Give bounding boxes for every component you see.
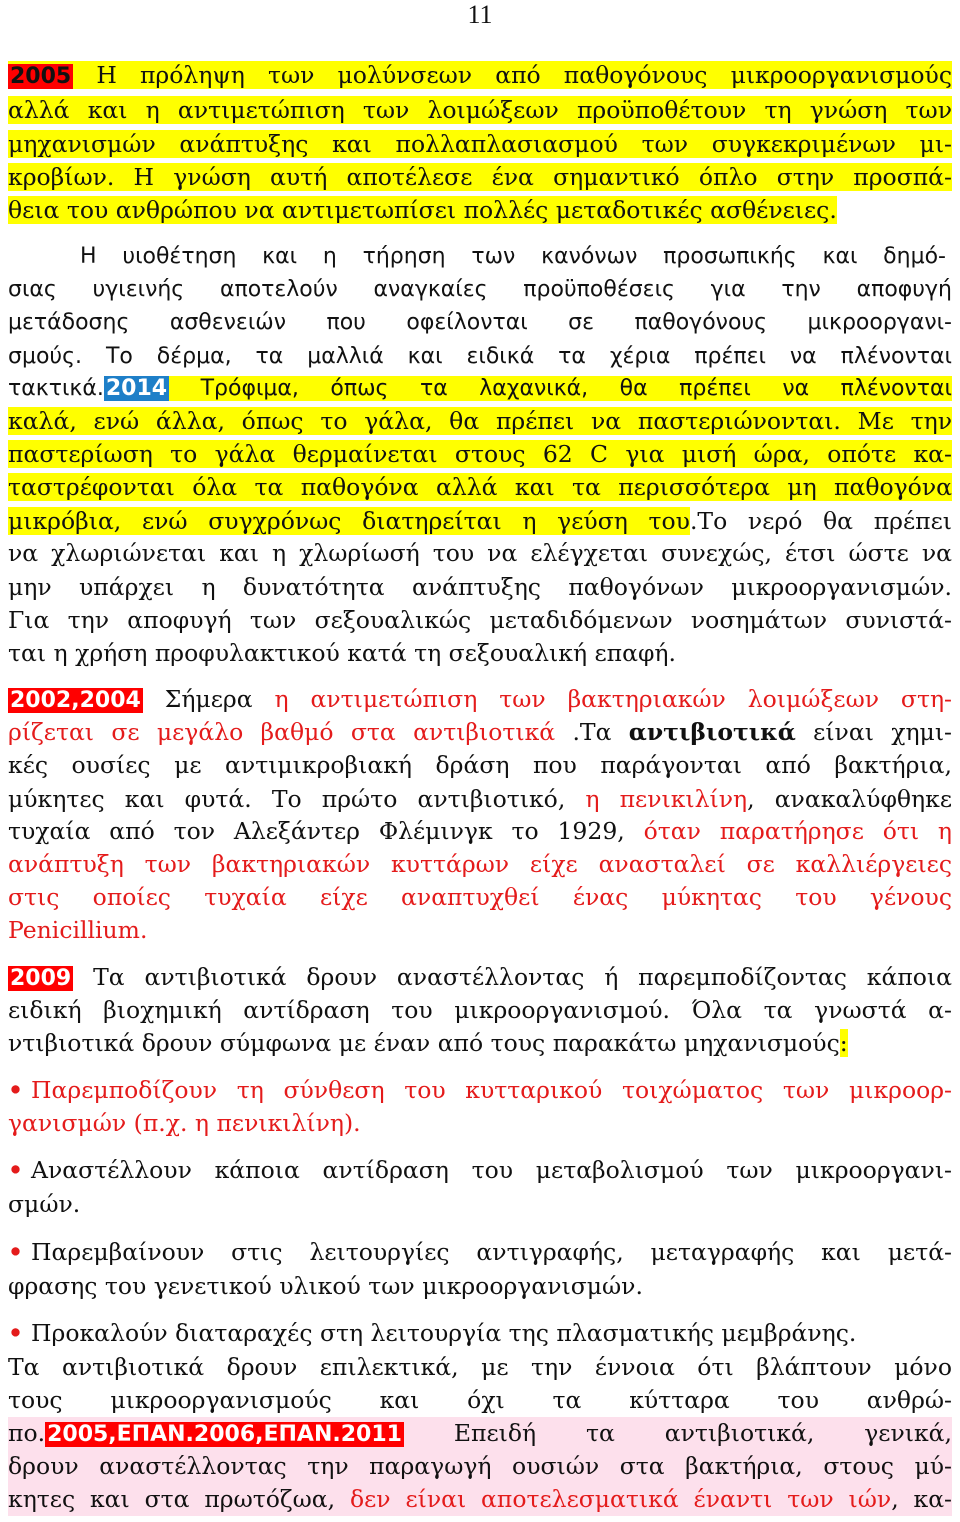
p2-line-3: μετάδοσης ασθενειών που οφείλονται σε παθογόνους μικροοργανι- [8, 310, 952, 335]
p2-line-5: τακτικά.2014 Τρόφιμα, όπως τα λαχανικά, θα πρέπει να πλένονται [8, 376, 952, 401]
bullet-icon: • [8, 1156, 24, 1184]
year-tag-2009: 2009 [10, 966, 72, 991]
p3-line-7: στις οποίες τυχαία είχε αναπτυχθεί ένας μύκητας του γένους [8, 883, 952, 911]
p2-line-8: ταστρέφονται όλα τα παθογόνα αλλά και τα περισσότερα μη παθογόνα [8, 473, 952, 501]
p1-line-5: θεια του ανθρώπου να αντιμετωπίσει πολλές μεταδοτικές ασθένειες. [8, 196, 837, 224]
p2-line-13: ται η χρήση προφυλακτικού κατά τη σεξουαλική επαφή. [8, 639, 676, 667]
bullet-4-line-1: • Προκαλούν διαταραχές στη λειτουργία της πλασματικής μεμβράνης. [8, 1319, 857, 1347]
p5-line-4: δρουν αναστέλλοντας την παραγωγή ουσιών στα βακτήρια, στους μύ- [8, 1450, 952, 1483]
bullet-1-line-2: γανισμών (π.χ. η πενικιλίνη). [8, 1109, 361, 1137]
p4-line-3: ντιβιοτικά δρουν σύμφωνα με έναν από τους παρακάτω μηχανισμούς: [8, 1029, 848, 1057]
p1-line-1: 2005 Η πρόληψη των μολύνσεων από παθογόνους μικροοργανισμούς [10, 61, 952, 89]
p5-line-2: τους μικροοργανισμούς και όχι τα κύτταρα του ανθρώ- [8, 1386, 952, 1414]
p5-line-1: Τα αντιβιοτικά δρουν επιλεκτικά, με την έννοια ότι βλάπτουν μόνο [8, 1353, 952, 1381]
p3-line-3: κές ουσίες με αντιμικροβιακή δράση που παράγονται από βακτήρια, [8, 751, 952, 779]
p2-line-9: μικρόβια, ενώ συγχρόνως διατηρείται η γεύση του.Το νερό θα πρέπει [8, 507, 952, 535]
bullet-2-line-1: • Αναστέλλουν κάποια αντίδραση του μεταβολισμού των μικροοργανι- [8, 1156, 952, 1184]
p4-line-1: 2009 Τα αντιβιοτικά δρουν αναστέλλοντας ή παρεμποδίζοντας κάποια [10, 963, 952, 991]
bullet-3-line-1: • Παρεμβαίνουν στις λειτουργίες αντιγραφής, μεταγραφής και μετά- [8, 1238, 952, 1266]
p2-line-2: σιας υγιεινής αποτελούν αναγκαίες προϋποθέσεις για την αποφυγή [8, 277, 952, 302]
bullet-icon: • [8, 1319, 24, 1347]
p3-line-6: ανάπτυξη των βακτηριακών κυττάρων είχε ανασταλεί σε καλλιέργειες [8, 850, 952, 878]
p2-line-7: παστερίωση το γάλα θερμαίνεται στους 62 C για μισή ώρα, οπότε κα- [8, 440, 952, 468]
p1-line-4: κροβίων. Η γνώση αυτή αποτέλεσε ένα σημαντικό όπλο στην προσπά- [8, 163, 952, 191]
bullet-icon: • [8, 1076, 24, 1104]
p2-line-11: μην υπάρχει η δυνατότητα ανάπτυξης παθογόνων μικροοργανισμών. [8, 573, 952, 601]
year-tag-2005: 2005 [10, 64, 72, 89]
p3-line-8: Penicillium. [8, 916, 148, 944]
p5-line-3: πο.2005,ΕΠΑΝ.2006,ΕΠΑΝ.2011 Επειδή τα αντιβιοτικά, γενικά, [8, 1417, 952, 1450]
bullet-icon: • [8, 1238, 24, 1266]
p2-line-12: Για την αποφυγή των σεξουαλικώς μεταδιδόμενων νοσημάτων συνιστά- [8, 606, 952, 634]
p2-line-10: να χλωριώνεται και η χλωρίωσή του να ελέγχεται συνεχώς, έτσι ώστε να [8, 539, 952, 567]
bullet-3-line-2: φρασης του γενετικού υλικού των μικροοργανισμών. [8, 1272, 643, 1300]
p2-line-4: σμούς. Το δέρμα, τα μαλλιά και ειδικά τα χέρια πρέπει να πλένονται [8, 344, 952, 369]
p3-line-4: μύκητες και φυτά. Το πρώτο αντιβιοτικό, η πενικιλίνη, ανακαλύφθηκε [8, 785, 952, 813]
bullet-1-line-1: • Παρεμποδίζουν τη σύνθεση του κυτταρικού τοιχώματος των μικροορ- [8, 1076, 952, 1104]
bullet-2-line-2: σμών. [8, 1190, 81, 1218]
p1-line-2: αλλά και η αντιμετώπιση των λοιμώξεων προϋποθέτουν τη γνώση των [8, 96, 952, 124]
p3-line-2: ρίζεται σε μεγάλο βαθμό στα αντιβιοτικά .Τα αντιβιοτικά είναι χημι- [8, 718, 952, 746]
p2-line-1: Η υιοθέτηση και η τήρηση των κανόνων προσωπικής και δημό- [80, 244, 946, 269]
p1-line-3: μηχανισμών ανάπτυξης και πολλαπλασιασμού των συγκεκριμένων μι- [8, 130, 952, 158]
p3-line-1: 2002,2004 Σήμερα η αντιμετώπιση των βακτηριακών λοιμώξεων στη- [10, 685, 952, 713]
p5-line-5: κητες και στα πρωτόζωα, δεν είναι αποτελεσματικά έναντι των ιών, κα- [8, 1483, 952, 1516]
year-tag-2002-2004: 2002,2004 [10, 688, 141, 713]
p4-line-2: ειδική βιοχημική αντίδραση του μικροοργανισμού. Όλα τα γνωστά α- [8, 996, 952, 1024]
year-tag-2014: 2014 [105, 376, 168, 401]
p2-line-6: καλά, ενώ άλλα, όπως το γάλα, θα πρέπει να παστεριώνονται. Με την [8, 407, 952, 435]
page-number: 11 [467, 0, 493, 29]
p3-line-5: τυχαία από τον Αλεξάντερ Φλέμινγκ το 1929, όταν παρατήρησε ότι η [8, 817, 952, 845]
year-tag-2005-2006-2011: 2005,ΕΠΑΝ.2006,ΕΠΑΝ.2011 [47, 1422, 402, 1447]
